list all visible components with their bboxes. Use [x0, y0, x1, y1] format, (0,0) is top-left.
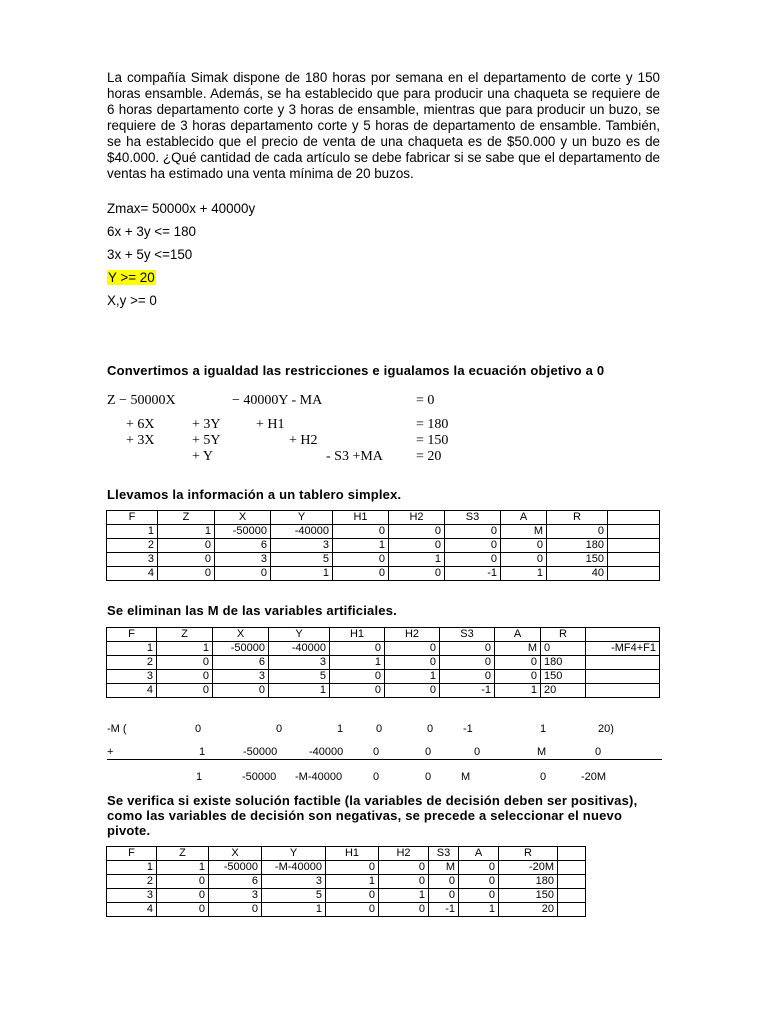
sum-divider [107, 759, 662, 760]
arith-r1-1: 0 [195, 723, 202, 735]
col-header: H1 [326, 847, 379, 861]
table-cell: -50000 [209, 861, 262, 875]
table-cell: M [429, 861, 459, 875]
table-cell [586, 670, 660, 684]
table-row [107, 539, 660, 553]
simplex-table-2 [106, 627, 660, 698]
arith-r2-8: 0 [595, 746, 602, 758]
table-cell: 1 [389, 553, 445, 567]
table-cell: 0 [429, 875, 459, 889]
arith-r1-4: 0 [376, 723, 383, 735]
table-cell: -50000 [215, 525, 271, 539]
table-cell: 0 [379, 861, 429, 875]
table-cell: 1 [107, 642, 157, 656]
arith-r1-8: 20) [598, 723, 614, 735]
table-cell: 180 [499, 875, 558, 889]
table-cell: 0 [333, 553, 389, 567]
table-cell: 4 [107, 684, 157, 698]
col-header: R [547, 511, 608, 525]
section-heading-eliminate-m: Se eliminan las M de las variables artificiales. [107, 603, 397, 618]
std-eq-3-b: - S3 +MA [326, 449, 383, 464]
table-cell: 0 [157, 684, 213, 698]
table-row [107, 656, 660, 670]
table-cell [608, 525, 660, 539]
constraint-2: 3x + 5y <=150 [107, 247, 193, 262]
table-cell: 0 [213, 684, 269, 698]
section-heading-feasibility: Se verifica si existe solución factible (la variables de decisión deben ser positivas), como las variables de decisión son negativas, se precede a seleccionar el nuevo pivote. [107, 793, 638, 838]
table-row [107, 567, 660, 581]
arith-r3-3: 0 [373, 771, 380, 783]
table-cell: 0 [157, 656, 213, 670]
std-eq-0-a: Z − 50000X [107, 393, 176, 408]
table-cell: 0 [547, 525, 608, 539]
std-eq-1-d: = 180 [416, 417, 449, 432]
table-cell: 2 [107, 875, 157, 889]
table-cell: 0 [385, 684, 440, 698]
table-cell: 150 [547, 553, 608, 567]
col-header: F [107, 511, 158, 525]
arith-r2-1: 1 [199, 746, 206, 758]
table-row [107, 670, 660, 684]
table-cell: 180 [541, 656, 586, 670]
col-header: H1 [330, 628, 385, 642]
table-cell: 0 [389, 539, 445, 553]
col-header: Y [269, 628, 330, 642]
table-row [107, 861, 586, 875]
arith-r1-5: 0 [427, 723, 434, 735]
std-eq-1-a: + 6X [126, 417, 155, 432]
table-row [107, 525, 660, 539]
table-cell: 0 [326, 889, 379, 903]
table-cell: 3 [215, 553, 271, 567]
constraint-1: 6x + 3y <= 180 [107, 224, 196, 239]
table-cell: 0 [459, 875, 499, 889]
section-heading-standard-form: Convertimos a igualdad las restricciones e igualamos la ecuación objetivo a 0 [107, 363, 605, 378]
col-header: F [107, 628, 157, 642]
table-cell: 0 [459, 889, 499, 903]
col-header: H2 [389, 511, 445, 525]
std-eq-3-c: = 20 [416, 449, 442, 464]
table-cell: 1 [459, 903, 499, 917]
arith-r2-7: M [537, 746, 547, 758]
table-row [107, 684, 660, 698]
col-header: F [107, 847, 157, 861]
table-cell: 0 [379, 903, 429, 917]
table-cell: 0 [158, 553, 215, 567]
arith-r3-0: 1 [196, 771, 203, 783]
col-header [558, 847, 586, 861]
table-cell: 1 [333, 539, 389, 553]
table-cell: 20 [541, 684, 586, 698]
row-operation-note: -MF4+F1 [586, 642, 660, 656]
col-header: A [459, 847, 499, 861]
col-header: Z [157, 847, 209, 861]
col-header: X [213, 628, 269, 642]
col-header [608, 511, 660, 525]
table-cell: 0 [209, 903, 262, 917]
table-cell: 0 [541, 642, 586, 656]
table-cell: 1 [501, 567, 547, 581]
table-cell: 0 [440, 656, 495, 670]
arith-r2-3: -40000 [309, 746, 344, 758]
table-cell: 1 [157, 642, 213, 656]
arith-r2-2: -50000 [243, 746, 278, 758]
table-cell: 0 [326, 903, 379, 917]
table-cell [558, 861, 586, 875]
table-cell [586, 684, 660, 698]
col-header: Y [262, 847, 326, 861]
table-cell: 40 [547, 567, 608, 581]
arith-r2-6: 0 [474, 746, 481, 758]
table-row [107, 642, 660, 656]
objective-function: Zmax= 50000x + 40000y [107, 201, 256, 216]
arith-r2-4: 0 [373, 746, 380, 758]
table-cell: 1 [157, 861, 209, 875]
std-eq-1-b: + 3Y [192, 417, 221, 432]
table-cell: 4 [107, 567, 158, 581]
col-header: Y [271, 511, 333, 525]
table-cell: 0 [389, 567, 445, 581]
table-cell: 0 [445, 553, 501, 567]
arith-r3-5: M [461, 771, 471, 783]
table-cell: 150 [499, 889, 558, 903]
table-cell [558, 903, 586, 917]
col-header: R [541, 628, 586, 642]
table-cell: 1 [379, 889, 429, 903]
table-cell: 0 [379, 875, 429, 889]
table-cell: 0 [429, 889, 459, 903]
table-header-row [107, 847, 586, 861]
col-header: A [501, 511, 547, 525]
table-cell: 0 [445, 525, 501, 539]
problem-statement: La compañía Simak dispone de 180 horas por semana en el departamento de corte y 150 horas ensamble. Además, se ha establecido que para producir una chaqueta se requiere de 6 horas departamento corte y 3 horas de ensamble, mientras que para producir un buzo, se requiere de 3 horas departamento corte y 5 horas de departamento de ensamble. También, se ha establecido que el precio de venta de una chaqueta es de $50.000 y un buzo es de $40.000. ¿Qué cantidad de cada artículo se debe fabricar si se sabe que el departamento de ventas ha estimado una venta mínima de 20 buzos. [107, 70, 660, 181]
table-cell: 150 [541, 670, 586, 684]
simplex-table-1 [106, 510, 660, 581]
arith-r1-3: 1 [337, 723, 344, 735]
table-cell: 3 [107, 889, 157, 903]
col-header: R [499, 847, 558, 861]
table-row [107, 903, 586, 917]
table-cell: 1 [385, 670, 440, 684]
table-cell: 1 [330, 656, 385, 670]
non-negativity: X,y >= 0 [107, 293, 157, 308]
table-cell: -1 [445, 567, 501, 581]
table-row [107, 889, 586, 903]
arith-r3-1: -50000 [242, 771, 277, 783]
table-cell: 0 [330, 642, 385, 656]
table-cell: 1 [326, 875, 379, 889]
col-header: H2 [379, 847, 429, 861]
highlighted-constraint: Y >= 20 [108, 270, 155, 285]
col-header: S3 [445, 511, 501, 525]
table-cell: 3 [209, 889, 262, 903]
table-cell: 6 [213, 656, 269, 670]
table-cell: -40000 [271, 525, 333, 539]
simplex-table-3 [106, 846, 586, 917]
table-cell: 1 [107, 861, 157, 875]
table-cell: 1 [495, 684, 541, 698]
table-cell: 0 [158, 539, 215, 553]
table-cell: 5 [262, 889, 326, 903]
table-cell: 0 [495, 656, 541, 670]
table-row [107, 875, 586, 889]
table-cell: 0 [158, 567, 215, 581]
table-cell: 1 [158, 525, 215, 539]
std-eq-0-c: = 0 [416, 393, 435, 408]
std-eq-0-b: − 40000Y - MA [232, 393, 323, 408]
col-header [586, 628, 660, 642]
std-eq-3-a: + Y [192, 449, 213, 464]
table-header-row [107, 628, 660, 642]
table-cell: 0 [389, 525, 445, 539]
table-cell: 3 [213, 670, 269, 684]
table-cell: 1 [271, 567, 333, 581]
col-header: A [495, 628, 541, 642]
table-cell [608, 539, 660, 553]
table-cell [558, 875, 586, 889]
table-cell: M [495, 642, 541, 656]
arith-r3-6: 0 [540, 771, 547, 783]
table-cell: -40000 [269, 642, 330, 656]
col-header: S3 [440, 628, 495, 642]
table-cell: 0 [385, 642, 440, 656]
table-cell: 3 [107, 670, 157, 684]
col-header: S3 [429, 847, 459, 861]
table-cell [608, 567, 660, 581]
table-cell: 180 [547, 539, 608, 553]
table-cell: -M-40000 [262, 861, 326, 875]
table-cell: 3 [262, 875, 326, 889]
section-heading-simplex-table: Llevamos la información a un tablero simplex. [107, 487, 402, 502]
table-cell: 0 [333, 567, 389, 581]
table-cell: 0 [440, 642, 495, 656]
table-cell: 0 [385, 656, 440, 670]
arith-r2-5: 0 [425, 746, 432, 758]
arith-r1-6: -1 [463, 723, 473, 735]
table-cell: -50000 [213, 642, 269, 656]
table-cell: 0 [330, 684, 385, 698]
table-cell: 0 [326, 861, 379, 875]
table-cell [558, 889, 586, 903]
table-cell: 0 [440, 670, 495, 684]
arith-r3-4: 0 [425, 771, 432, 783]
col-header: Z [157, 628, 213, 642]
table-cell: 0 [157, 875, 209, 889]
std-eq-2-d: = 150 [416, 433, 449, 448]
table-cell: 0 [330, 670, 385, 684]
col-header: X [215, 511, 271, 525]
table-cell: 6 [215, 539, 271, 553]
table-cell: 4 [107, 903, 157, 917]
table-cell: -1 [440, 684, 495, 698]
table-cell [586, 656, 660, 670]
table-cell: 3 [107, 553, 158, 567]
table-cell: 2 [107, 656, 157, 670]
arith-r1-7: 1 [540, 723, 547, 735]
table-cell: 0 [157, 903, 209, 917]
col-header: H2 [385, 628, 440, 642]
constraint-3 [107, 270, 156, 286]
arith-r1-0: -M ( [107, 723, 127, 735]
table-cell: 0 [459, 861, 499, 875]
table-row [107, 553, 660, 567]
table-cell: -20M [499, 861, 558, 875]
table-cell: 1 [269, 684, 330, 698]
table-cell: 0 [157, 889, 209, 903]
col-header: X [209, 847, 262, 861]
table-cell: 0 [157, 670, 213, 684]
table-cell: -1 [429, 903, 459, 917]
table-cell: 0 [333, 525, 389, 539]
col-header: H1 [333, 511, 389, 525]
table-cell: 1 [107, 525, 158, 539]
table-cell: 0 [501, 539, 547, 553]
table-cell: 5 [271, 553, 333, 567]
table-cell: 1 [262, 903, 326, 917]
std-eq-2-a: + 3X [126, 433, 155, 448]
table-cell: 0 [215, 567, 271, 581]
std-eq-1-c: + H1 [256, 417, 285, 432]
arith-r3-7: -20M [581, 771, 607, 783]
col-header: Z [158, 511, 215, 525]
table-cell: 3 [271, 539, 333, 553]
table-cell: 20 [499, 903, 558, 917]
table-cell: 0 [495, 670, 541, 684]
table-cell [608, 553, 660, 567]
table-cell: 0 [501, 553, 547, 567]
std-eq-2-b: + 5Y [192, 433, 221, 448]
arith-r3-2: -M-40000 [295, 771, 343, 783]
table-cell: 3 [269, 656, 330, 670]
table-cell: 2 [107, 539, 158, 553]
table-cell: 0 [445, 539, 501, 553]
table-cell: 5 [269, 670, 330, 684]
arith-r1-2: 0 [276, 723, 283, 735]
table-header-row [107, 511, 660, 525]
arith-r2-0: + [107, 746, 114, 758]
table-cell: M [501, 525, 547, 539]
std-eq-2-c: + H2 [289, 433, 318, 448]
table-cell: 6 [209, 875, 262, 889]
